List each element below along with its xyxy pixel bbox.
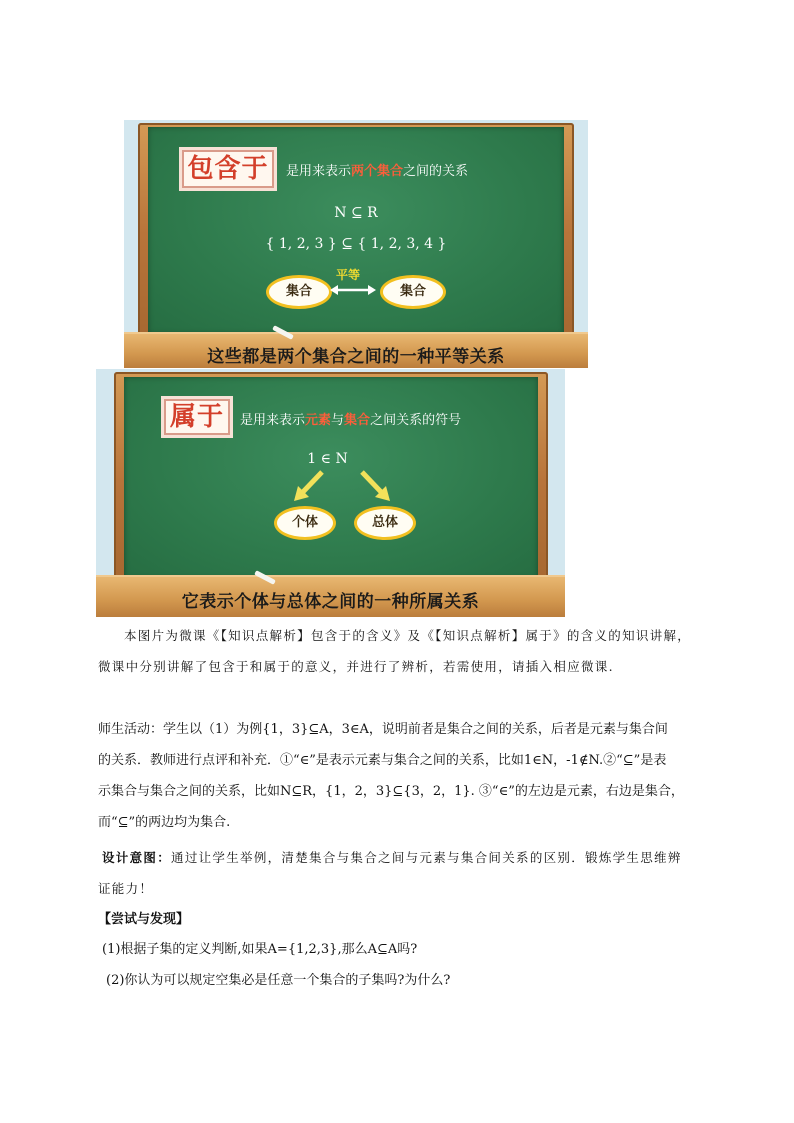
design-line-1: 设计意图：通过让学生举例，清楚集合与集合之间与元素与集合间关系的区别．锻炼学生思维辨 [102,850,682,865]
board1-summary: 这些都是两个集合之间的一种平等关系 [207,347,505,367]
keyword-belongs: 属于 [164,399,230,435]
arrow-down-left-icon [292,469,326,503]
formula-n-subset-r: N ⊆ R [334,205,378,221]
oval-set-right: 集合 [380,275,446,309]
activity-label: 师生活动 [98,722,151,737]
blackboard-belongs [96,369,565,617]
micro-lesson-note [98,620,713,682]
try-heading: 【尝试与发现】 [98,912,190,927]
board2-description: 是用来表示元素与集合之间关系的符号 [240,413,462,428]
formula-1-in-n: 1 ∈ N [307,451,348,467]
formula-set-subset: { 1, 2, 3 } ⊆ { 1, 2, 3, 4 } [265,236,447,252]
oval-individual: 个体 [274,506,336,540]
design-intent [98,842,714,904]
try-question-2: (2)你认为可以规定空集必是任意一个集合的子集吗?为什么? [106,973,451,988]
note-line-2: 微课中分别讲解了包含于和属于的意义，并进行了辨析，若需使用，请插入相应微课. [98,659,614,674]
board1-ledge [124,332,588,368]
activity-paragraph [98,714,713,838]
design-label: 设计意图： [102,850,172,865]
activity-line-1: 师生活动：学生以（1）为例{1，3}⊆A，3∈A，说明前者是集合之间的关系，后者是元素与集合间 [98,722,668,737]
oval-set-left: 集合 [266,275,332,309]
double-arrow-icon [330,283,376,297]
blackboard-subset [124,120,588,368]
oval-whole: 总体 [354,506,416,540]
note-line-1: 本图片为微课《【知识点解析】包含于的含义》及《【知识点解析】属于》的含义的知识讲解， [124,628,692,643]
try-question-1: (1)根据子集的定义判断,如果A={1,2,3},那么A⊆A吗? [102,942,418,957]
activity-line-2: 的关系．教师进行点评和补充．①“∈”是表示元素与集合之间的关系，比如1∈N，-1∉N.②“⊆”是表 [98,753,667,768]
board1-description: 是用来表示两个集合之间的关系 [286,164,469,179]
arrow-label-equal: 平等 [336,268,361,282]
keyword-subset: 包含于 [182,150,274,188]
board2-ledge [96,575,565,617]
activity-line-3: 示集合与集合之间的关系，比如N⊆R，{1，2，3}⊆{3，2，1}. ③“∈”的左边是元素，右边是集合， [98,784,684,799]
arrow-down-right-icon [358,469,392,503]
board2-summary: 它表示个体与总体之间的一种所属关系 [181,592,480,612]
activity-line-4: 而“⊆”的两边均为集合. [98,815,231,830]
design-line-2: 证能力！ [98,881,154,896]
